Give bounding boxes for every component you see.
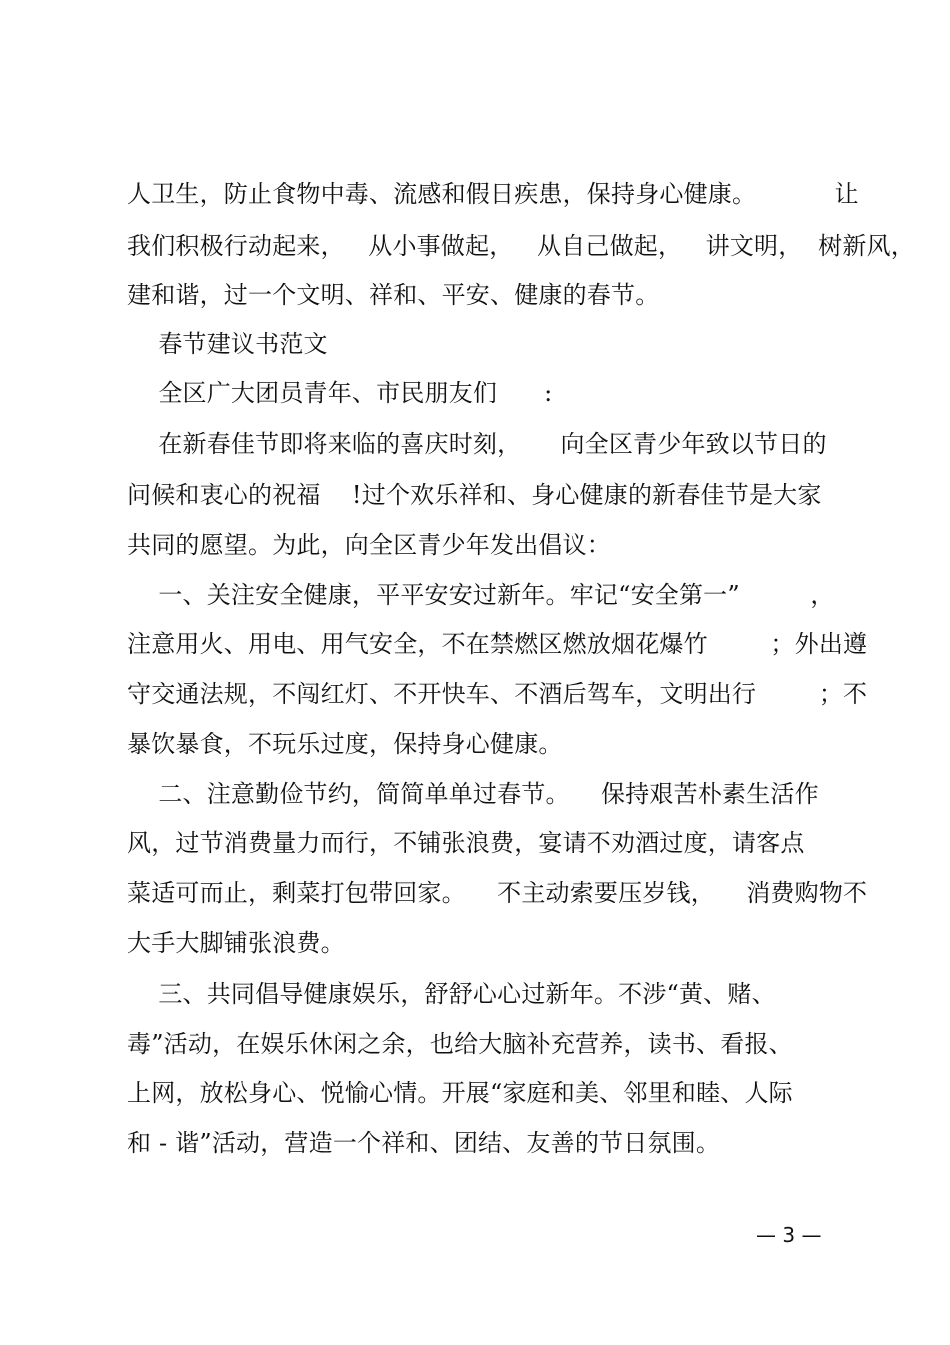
body-text-line: 菜适可而止，剩菜打包带回家。 不主动索要压岁钱， 消费购物不 — [127, 879, 868, 907]
body-text-line: 二、注意勤俭节约，简简单单过春节。 保持艰苦朴素生活作 — [127, 780, 819, 808]
body-text-line: 问候和衷心的祝福 !过个欢乐祥和、身心健康的新春佳节是大家 — [127, 481, 822, 509]
body-text-line: 大手大脚铺张浪费。 — [127, 929, 345, 957]
section-title: 春节建议书范文 — [127, 330, 328, 358]
body-text-line: 共同的愿望。为此，向全区青少年发出倡议： — [127, 531, 611, 559]
body-text-line: 守交通法规，不闯红灯、不开快车、不酒后驾车，文明出行 ；不 — [127, 680, 868, 708]
salutation: 全区广大团员青年、市民朋友们 : — [127, 379, 553, 407]
body-text-line: 人卫生，防止食物中毒、流感和假日疾患，保持身心健康。 让 — [127, 180, 859, 208]
body-text-line: 三、共同倡导健康娱乐，舒舒心心过新年。不涉“黄、赌、 — [127, 980, 776, 1008]
body-text-line: 风，过节消费量力而行，不铺张浪费，宴请不劝酒过度，请客点 — [127, 829, 805, 857]
body-text-line: 暴饮暴食，不玩乐过度，保持身心健康。 — [127, 730, 563, 758]
body-text-line: 我们积极行动起来， 从小事做起， 从自己做起， 讲文明， 树新风， — [127, 232, 915, 260]
body-text-line: 建和谐，过一个文明、祥和、平安、健康的春节。 — [127, 281, 660, 309]
page-number: — 3 — — [756, 1223, 822, 1247]
body-text-line: 上网，放松身心、悦愉心情。开展“家庭和美、邻里和睦、人际 — [127, 1079, 793, 1107]
body-text-line: 和 - 谐”活动，营造一个祥和、团结、友善的节日氛围。 — [127, 1129, 721, 1157]
body-text-line: 在新春佳节即将来临的喜庆时刻， 向全区青少年致以节日的 — [127, 430, 827, 458]
body-text-line: 一、关注安全健康，平平安安过新年。牢记“安全第一” ， — [127, 581, 835, 609]
body-text-line: 毒”活动，在娱乐休闲之余，也给大脑补充营养，读书、看报、 — [127, 1030, 793, 1058]
body-text-line: 注意用火、用电、用气安全，不在禁燃区燃放烟花爆竹 ；外出遵 — [127, 630, 868, 658]
